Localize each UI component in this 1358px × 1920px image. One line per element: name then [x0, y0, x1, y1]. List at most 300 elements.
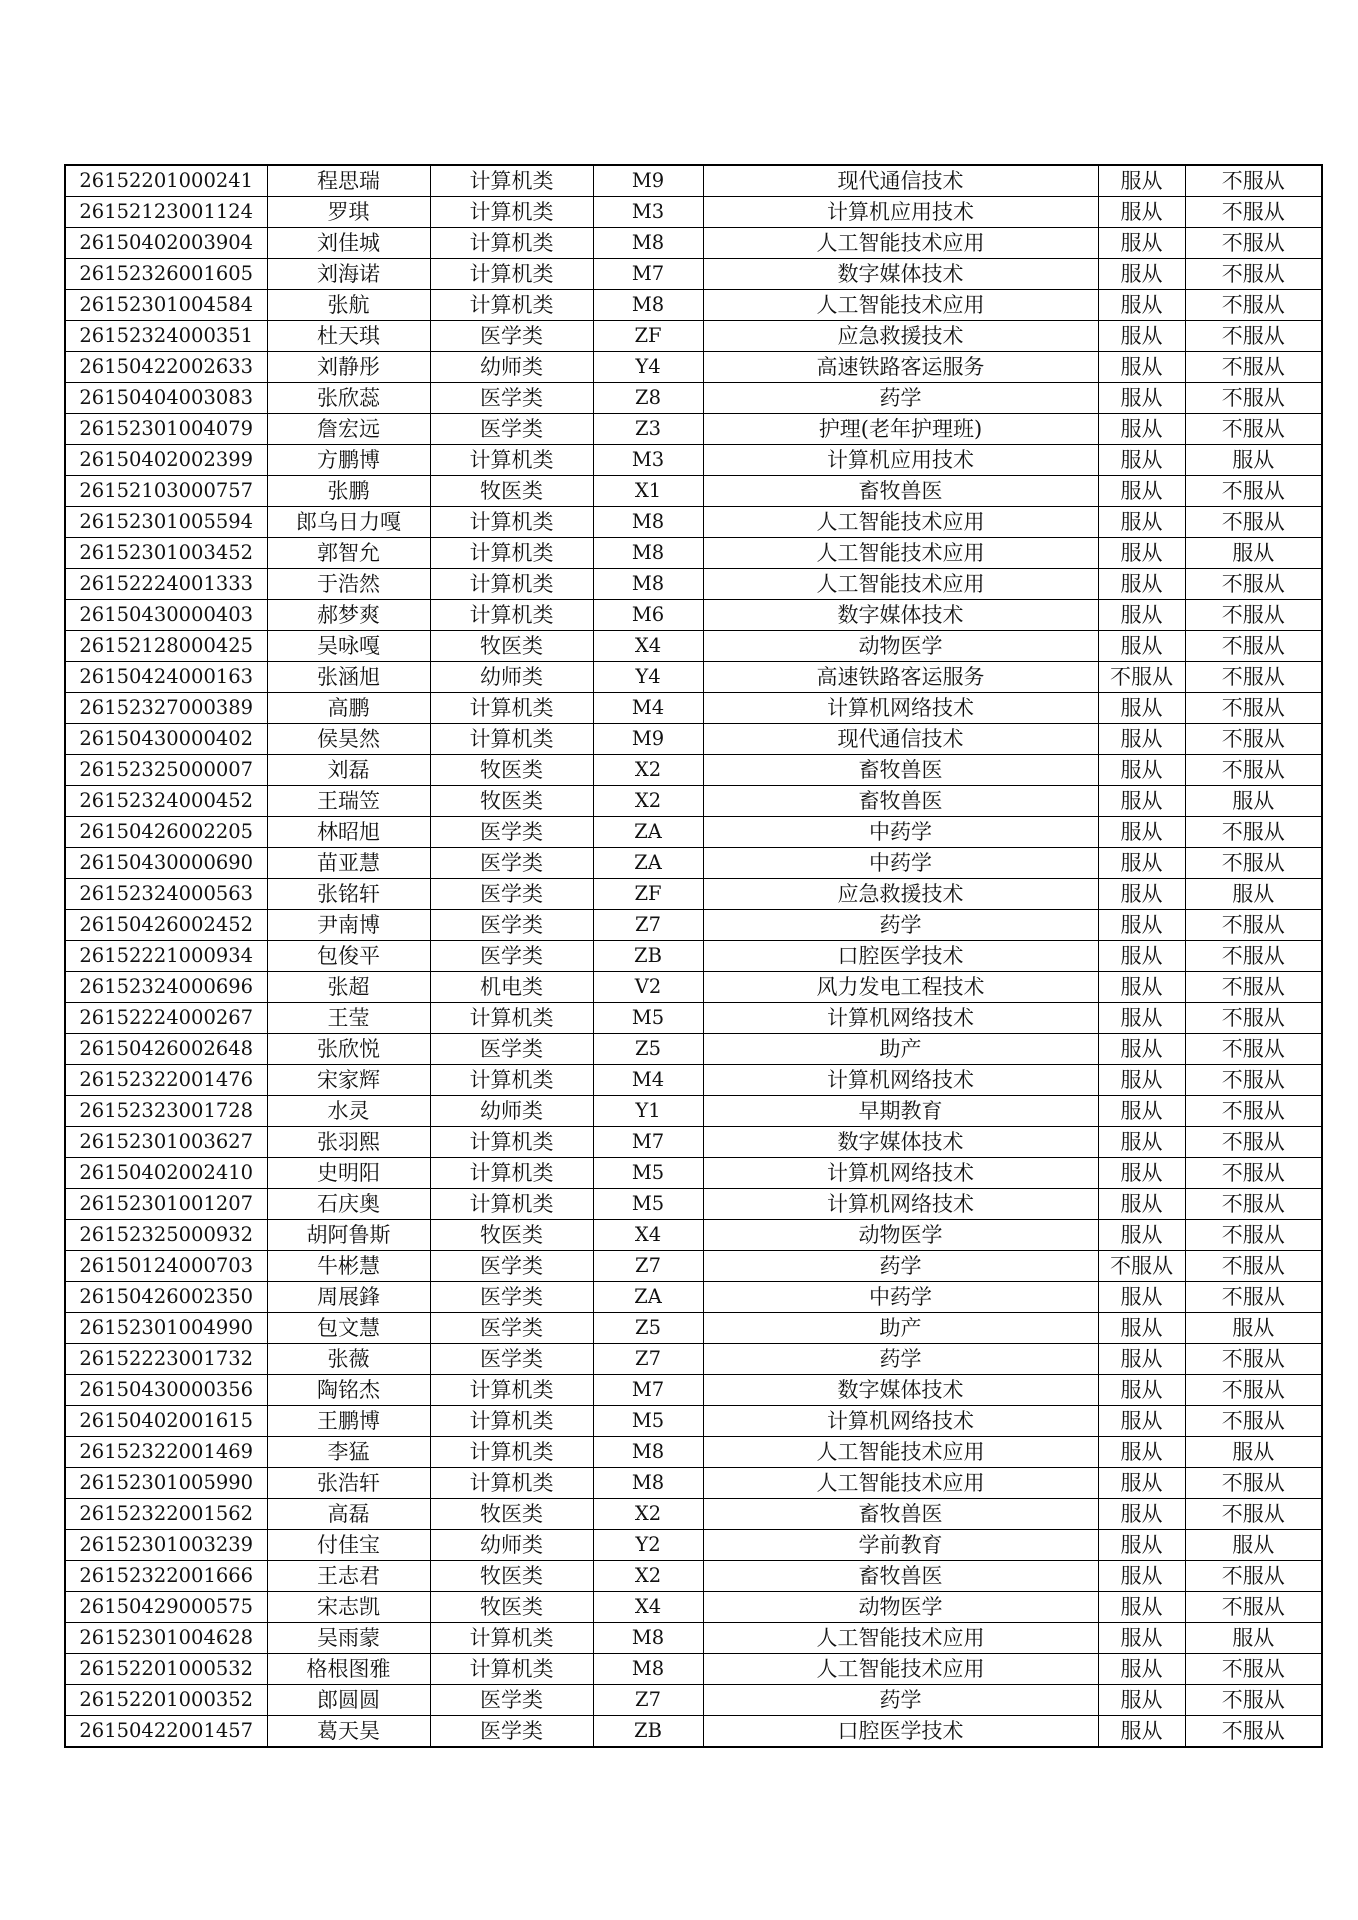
student-id-cell: 26152322001476 — [65, 1065, 267, 1096]
adjust-obey-cell: 服从 — [1098, 1220, 1185, 1251]
major-name-cell: 中药学 — [703, 1282, 1098, 1313]
name-cell: 刘磊 — [267, 755, 430, 786]
major-name-cell: 畜牧兽医 — [703, 755, 1098, 786]
adjust-obey-cell: 服从 — [1098, 259, 1185, 290]
second-obey-cell: 不服从 — [1185, 228, 1322, 259]
name-cell: 郝梦爽 — [267, 600, 430, 631]
major-code-cell: Y2 — [593, 1530, 703, 1561]
student-id-cell: 26150426002205 — [65, 817, 267, 848]
second-obey-cell: 不服从 — [1185, 941, 1322, 972]
student-id-cell: 26150124000703 — [65, 1251, 267, 1282]
second-obey-cell: 不服从 — [1185, 1344, 1322, 1375]
name-cell: 郎乌日力嘎 — [267, 507, 430, 538]
major-name-cell: 人工智能技术应用 — [703, 538, 1098, 569]
major-code-cell: Z5 — [593, 1034, 703, 1065]
adjust-obey-cell: 服从 — [1098, 1654, 1185, 1685]
major-code-cell: M6 — [593, 600, 703, 631]
category-cell: 幼师类 — [430, 1530, 593, 1561]
major-code-cell: M9 — [593, 165, 703, 197]
major-name-cell: 药学 — [703, 1251, 1098, 1282]
second-obey-cell: 不服从 — [1185, 414, 1322, 445]
major-name-cell: 计算机网络技术 — [703, 1406, 1098, 1437]
name-cell: 张薇 — [267, 1344, 430, 1375]
table-row — [65, 693, 1322, 724]
table-row — [65, 507, 1322, 538]
second-obey-cell: 不服从 — [1185, 1096, 1322, 1127]
table-row — [65, 848, 1322, 879]
name-cell: 张航 — [267, 290, 430, 321]
category-cell: 牧医类 — [430, 1499, 593, 1530]
table-row — [65, 1375, 1322, 1406]
major-code-cell: Z5 — [593, 1313, 703, 1344]
major-name-cell: 数字媒体技术 — [703, 1375, 1098, 1406]
major-name-cell: 人工智能技术应用 — [703, 569, 1098, 600]
category-cell: 医学类 — [430, 1251, 593, 1282]
adjust-obey-cell: 不服从 — [1098, 662, 1185, 693]
major-code-cell: ZA — [593, 1282, 703, 1313]
major-name-cell: 学前教育 — [703, 1530, 1098, 1561]
student-id-cell: 26150404003083 — [65, 383, 267, 414]
major-name-cell: 药学 — [703, 1344, 1098, 1375]
major-name-cell: 计算机网络技术 — [703, 1065, 1098, 1096]
major-code-cell: M8 — [593, 538, 703, 569]
major-code-cell: Z7 — [593, 910, 703, 941]
category-cell: 计算机类 — [430, 1065, 593, 1096]
second-obey-cell: 不服从 — [1185, 290, 1322, 321]
student-id-cell: 26152223001732 — [65, 1344, 267, 1375]
second-obey-cell: 服从 — [1185, 445, 1322, 476]
adjust-obey-cell: 服从 — [1098, 1716, 1185, 1748]
student-id-cell: 26150430000690 — [65, 848, 267, 879]
student-id-cell: 26152326001605 — [65, 259, 267, 290]
category-cell: 计算机类 — [430, 569, 593, 600]
major-name-cell: 计算机应用技术 — [703, 197, 1098, 228]
category-cell: 计算机类 — [430, 1654, 593, 1685]
name-cell: 刘海诺 — [267, 259, 430, 290]
adjust-obey-cell: 服从 — [1098, 165, 1185, 197]
table-row — [65, 1623, 1322, 1654]
second-obey-cell: 不服从 — [1185, 1251, 1322, 1282]
student-id-cell: 26152301001207 — [65, 1189, 267, 1220]
table-row — [65, 786, 1322, 817]
table-row — [65, 1499, 1322, 1530]
name-cell: 张鹏 — [267, 476, 430, 507]
table-row — [65, 1561, 1322, 1592]
category-cell: 医学类 — [430, 817, 593, 848]
student-id-cell: 26152301003627 — [65, 1127, 267, 1158]
student-id-cell: 26152221000934 — [65, 941, 267, 972]
category-cell: 医学类 — [430, 383, 593, 414]
table-row — [65, 879, 1322, 910]
adjust-obey-cell: 服从 — [1098, 352, 1185, 383]
table-row — [65, 910, 1322, 941]
major-name-cell: 口腔医学技术 — [703, 1716, 1098, 1748]
category-cell: 幼师类 — [430, 352, 593, 383]
name-cell: 程思瑞 — [267, 165, 430, 197]
adjust-obey-cell: 服从 — [1098, 290, 1185, 321]
major-code-cell: V2 — [593, 972, 703, 1003]
second-obey-cell: 不服从 — [1185, 972, 1322, 1003]
name-cell: 吴雨蒙 — [267, 1623, 430, 1654]
name-cell: 张欣蕊 — [267, 383, 430, 414]
major-name-cell: 中药学 — [703, 848, 1098, 879]
major-name-cell: 计算机网络技术 — [703, 1189, 1098, 1220]
adjust-obey-cell: 服从 — [1098, 693, 1185, 724]
category-cell: 牧医类 — [430, 1561, 593, 1592]
name-cell: 刘静彤 — [267, 352, 430, 383]
second-obey-cell: 不服从 — [1185, 910, 1322, 941]
adjust-obey-cell: 服从 — [1098, 631, 1185, 662]
table-row — [65, 1034, 1322, 1065]
name-cell: 王鹏博 — [267, 1406, 430, 1437]
student-id-cell: 26152322001469 — [65, 1437, 267, 1468]
name-cell: 包俊平 — [267, 941, 430, 972]
major-code-cell: X2 — [593, 1561, 703, 1592]
adjust-obey-cell: 服从 — [1098, 1313, 1185, 1344]
table-row — [65, 1158, 1322, 1189]
category-cell: 医学类 — [430, 941, 593, 972]
adjust-obey-cell: 服从 — [1098, 910, 1185, 941]
table-row — [65, 1189, 1322, 1220]
major-name-cell: 计算机网络技术 — [703, 693, 1098, 724]
major-code-cell: M3 — [593, 445, 703, 476]
table-row — [65, 1096, 1322, 1127]
adjust-obey-cell: 服从 — [1098, 476, 1185, 507]
adjust-obey-cell: 服从 — [1098, 1623, 1185, 1654]
category-cell: 计算机类 — [430, 507, 593, 538]
major-code-cell: ZA — [593, 817, 703, 848]
major-code-cell: Z7 — [593, 1344, 703, 1375]
student-id-cell: 26152301003452 — [65, 538, 267, 569]
name-cell: 牛彬慧 — [267, 1251, 430, 1282]
table-row — [65, 1065, 1322, 1096]
name-cell: 尹南博 — [267, 910, 430, 941]
major-code-cell: M9 — [593, 724, 703, 755]
table-row — [65, 1344, 1322, 1375]
second-obey-cell: 服从 — [1185, 879, 1322, 910]
adjust-obey-cell: 服从 — [1098, 1468, 1185, 1499]
major-code-cell: ZF — [593, 321, 703, 352]
major-code-cell: M5 — [593, 1406, 703, 1437]
adjust-obey-cell: 服从 — [1098, 1282, 1185, 1313]
name-cell: 宋家辉 — [267, 1065, 430, 1096]
student-id-cell: 26152324000351 — [65, 321, 267, 352]
major-name-cell: 动物医学 — [703, 1220, 1098, 1251]
adjust-obey-cell: 服从 — [1098, 600, 1185, 631]
category-cell: 医学类 — [430, 321, 593, 352]
table-row — [65, 1220, 1322, 1251]
student-id-cell: 26152201000532 — [65, 1654, 267, 1685]
major-code-cell: M8 — [593, 290, 703, 321]
student-id-cell: 26150422001457 — [65, 1716, 267, 1748]
major-name-cell: 助产 — [703, 1313, 1098, 1344]
student-id-cell: 26152324000563 — [65, 879, 267, 910]
name-cell: 郭智允 — [267, 538, 430, 569]
major-code-cell: X4 — [593, 1220, 703, 1251]
major-code-cell: X4 — [593, 1592, 703, 1623]
category-cell: 医学类 — [430, 1282, 593, 1313]
student-id-cell: 26152322001562 — [65, 1499, 267, 1530]
adjust-obey-cell: 服从 — [1098, 1127, 1185, 1158]
category-cell: 计算机类 — [430, 228, 593, 259]
major-name-cell: 现代通信技术 — [703, 165, 1098, 197]
student-id-cell: 26150430000356 — [65, 1375, 267, 1406]
adjust-obey-cell: 服从 — [1098, 1003, 1185, 1034]
major-code-cell: M5 — [593, 1158, 703, 1189]
table-row — [65, 383, 1322, 414]
table-row — [65, 1437, 1322, 1468]
name-cell: 格根图雅 — [267, 1654, 430, 1685]
second-obey-cell: 服从 — [1185, 1623, 1322, 1654]
second-obey-cell: 服从 — [1185, 1530, 1322, 1561]
second-obey-cell: 不服从 — [1185, 1003, 1322, 1034]
student-id-cell: 26152301003239 — [65, 1530, 267, 1561]
adjust-obey-cell: 服从 — [1098, 507, 1185, 538]
major-name-cell: 护理(老年护理班) — [703, 414, 1098, 445]
second-obey-cell: 不服从 — [1185, 507, 1322, 538]
major-name-cell: 口腔医学技术 — [703, 941, 1098, 972]
major-code-cell: Y4 — [593, 662, 703, 693]
major-name-cell: 药学 — [703, 383, 1098, 414]
major-name-cell: 应急救援技术 — [703, 321, 1098, 352]
second-obey-cell: 不服从 — [1185, 1127, 1322, 1158]
name-cell: 张欣悦 — [267, 1034, 430, 1065]
table-row — [65, 662, 1322, 693]
category-cell: 幼师类 — [430, 662, 593, 693]
name-cell: 杜天琪 — [267, 321, 430, 352]
category-cell: 机电类 — [430, 972, 593, 1003]
name-cell: 李猛 — [267, 1437, 430, 1468]
category-cell: 牧医类 — [430, 755, 593, 786]
second-obey-cell: 不服从 — [1185, 848, 1322, 879]
major-code-cell: Y1 — [593, 1096, 703, 1127]
major-code-cell: M8 — [593, 1623, 703, 1654]
name-cell: 王瑞笠 — [267, 786, 430, 817]
student-id-cell: 26152301005594 — [65, 507, 267, 538]
major-code-cell: X1 — [593, 476, 703, 507]
adjust-obey-cell: 服从 — [1098, 445, 1185, 476]
major-name-cell: 药学 — [703, 910, 1098, 941]
second-obey-cell: 不服从 — [1185, 1282, 1322, 1313]
second-obey-cell: 不服从 — [1185, 165, 1322, 197]
student-id-cell: 26150426002452 — [65, 910, 267, 941]
major-code-cell: M4 — [593, 693, 703, 724]
student-id-cell: 26152322001666 — [65, 1561, 267, 1592]
major-name-cell: 畜牧兽医 — [703, 476, 1098, 507]
table-row — [65, 817, 1322, 848]
student-id-cell: 26152301005990 — [65, 1468, 267, 1499]
adjust-obey-cell: 服从 — [1098, 817, 1185, 848]
table-row — [65, 1251, 1322, 1282]
adjust-obey-cell: 服从 — [1098, 1034, 1185, 1065]
student-id-cell: 26152301004990 — [65, 1313, 267, 1344]
major-code-cell: X2 — [593, 786, 703, 817]
second-obey-cell: 不服从 — [1185, 1034, 1322, 1065]
table-row — [65, 165, 1322, 197]
major-name-cell: 动物医学 — [703, 1592, 1098, 1623]
category-cell: 计算机类 — [430, 1468, 593, 1499]
adjust-obey-cell: 服从 — [1098, 1592, 1185, 1623]
table-row — [65, 476, 1322, 507]
major-name-cell: 现代通信技术 — [703, 724, 1098, 755]
student-id-cell: 26150426002350 — [65, 1282, 267, 1313]
table-row — [65, 1406, 1322, 1437]
major-name-cell: 风力发电工程技术 — [703, 972, 1098, 1003]
name-cell: 史明阳 — [267, 1158, 430, 1189]
table-row — [65, 569, 1322, 600]
second-obey-cell: 不服从 — [1185, 476, 1322, 507]
category-cell: 计算机类 — [430, 1003, 593, 1034]
second-obey-cell: 不服从 — [1185, 1468, 1322, 1499]
major-name-cell: 数字媒体技术 — [703, 600, 1098, 631]
major-code-cell: M3 — [593, 197, 703, 228]
table-row — [65, 1530, 1322, 1561]
table-row — [65, 1127, 1322, 1158]
student-id-cell: 26152201000241 — [65, 165, 267, 197]
major-name-cell: 人工智能技术应用 — [703, 1654, 1098, 1685]
major-code-cell: M7 — [593, 259, 703, 290]
second-obey-cell: 不服从 — [1185, 383, 1322, 414]
major-code-cell: Z7 — [593, 1251, 703, 1282]
name-cell: 王志君 — [267, 1561, 430, 1592]
name-cell: 吴咏嘎 — [267, 631, 430, 662]
adjust-obey-cell: 服从 — [1098, 1096, 1185, 1127]
major-code-cell: ZB — [593, 1716, 703, 1748]
name-cell: 侯昊然 — [267, 724, 430, 755]
major-code-cell: M8 — [593, 1437, 703, 1468]
name-cell: 周展鋒 — [267, 1282, 430, 1313]
category-cell: 医学类 — [430, 1313, 593, 1344]
major-code-cell: M7 — [593, 1375, 703, 1406]
major-code-cell: M8 — [593, 1468, 703, 1499]
table-row — [65, 259, 1322, 290]
name-cell: 郎圆圆 — [267, 1685, 430, 1716]
category-cell: 医学类 — [430, 848, 593, 879]
second-obey-cell: 不服从 — [1185, 1685, 1322, 1716]
second-obey-cell: 服从 — [1185, 538, 1322, 569]
category-cell: 计算机类 — [430, 1375, 593, 1406]
category-cell: 牧医类 — [430, 476, 593, 507]
major-name-cell: 计算机应用技术 — [703, 445, 1098, 476]
name-cell: 陶铭杰 — [267, 1375, 430, 1406]
second-obey-cell: 不服从 — [1185, 352, 1322, 383]
table-row — [65, 290, 1322, 321]
table-row — [65, 321, 1322, 352]
major-name-cell: 中药学 — [703, 817, 1098, 848]
major-code-cell: ZA — [593, 848, 703, 879]
table-row — [65, 941, 1322, 972]
second-obey-cell: 不服从 — [1185, 631, 1322, 662]
major-name-cell: 人工智能技术应用 — [703, 1468, 1098, 1499]
second-obey-cell: 不服从 — [1185, 321, 1322, 352]
major-name-cell: 计算机网络技术 — [703, 1158, 1098, 1189]
table-row — [65, 1313, 1322, 1344]
adjust-obey-cell: 服从 — [1098, 1499, 1185, 1530]
adjust-obey-cell: 服从 — [1098, 1561, 1185, 1592]
adjust-obey-cell: 服从 — [1098, 1437, 1185, 1468]
second-obey-cell: 不服从 — [1185, 1065, 1322, 1096]
major-code-cell: Z3 — [593, 414, 703, 445]
table-row — [65, 1685, 1322, 1716]
adjust-obey-cell: 服从 — [1098, 1158, 1185, 1189]
student-id-cell: 26150426002648 — [65, 1034, 267, 1065]
category-cell: 计算机类 — [430, 1623, 593, 1654]
name-cell: 罗琪 — [267, 197, 430, 228]
student-id-cell: 26150402002399 — [65, 445, 267, 476]
name-cell: 高鹏 — [267, 693, 430, 724]
name-cell: 宋志凯 — [267, 1592, 430, 1623]
student-id-cell: 26152301004584 — [65, 290, 267, 321]
second-obey-cell: 不服从 — [1185, 569, 1322, 600]
adjust-obey-cell: 服从 — [1098, 383, 1185, 414]
adjust-obey-cell: 服从 — [1098, 1189, 1185, 1220]
student-id-cell: 26150402002410 — [65, 1158, 267, 1189]
student-id-cell: 26150422002633 — [65, 352, 267, 383]
student-id-cell: 26150429000575 — [65, 1592, 267, 1623]
major-code-cell: Y4 — [593, 352, 703, 383]
category-cell: 医学类 — [430, 414, 593, 445]
major-name-cell: 畜牧兽医 — [703, 1499, 1098, 1530]
major-code-cell: M8 — [593, 228, 703, 259]
name-cell: 水灵 — [267, 1096, 430, 1127]
student-id-cell: 26152224001333 — [65, 569, 267, 600]
category-cell: 牧医类 — [430, 1220, 593, 1251]
second-obey-cell: 服从 — [1185, 1313, 1322, 1344]
name-cell: 张超 — [267, 972, 430, 1003]
second-obey-cell: 不服从 — [1185, 1220, 1322, 1251]
category-cell: 计算机类 — [430, 290, 593, 321]
name-cell: 石庆奥 — [267, 1189, 430, 1220]
major-code-cell: X4 — [593, 631, 703, 662]
table-row — [65, 538, 1322, 569]
table-row — [65, 600, 1322, 631]
adjust-obey-cell: 服从 — [1098, 1530, 1185, 1561]
category-cell: 医学类 — [430, 1034, 593, 1065]
category-cell: 医学类 — [430, 1344, 593, 1375]
adjust-obey-cell: 不服从 — [1098, 1251, 1185, 1282]
category-cell: 计算机类 — [430, 600, 593, 631]
name-cell: 于浩然 — [267, 569, 430, 600]
major-name-cell: 药学 — [703, 1685, 1098, 1716]
adjust-obey-cell: 服从 — [1098, 569, 1185, 600]
second-obey-cell: 不服从 — [1185, 600, 1322, 631]
student-id-cell: 26152325000007 — [65, 755, 267, 786]
second-obey-cell: 不服从 — [1185, 662, 1322, 693]
table-row — [65, 1592, 1322, 1623]
second-obey-cell: 服从 — [1185, 786, 1322, 817]
major-name-cell: 人工智能技术应用 — [703, 228, 1098, 259]
name-cell: 胡阿鲁斯 — [267, 1220, 430, 1251]
major-code-cell: ZF — [593, 879, 703, 910]
major-code-cell: Z8 — [593, 383, 703, 414]
category-cell: 计算机类 — [430, 1189, 593, 1220]
student-id-cell: 26150424000163 — [65, 662, 267, 693]
second-obey-cell: 服从 — [1185, 1437, 1322, 1468]
category-cell: 计算机类 — [430, 1158, 593, 1189]
table-row — [65, 352, 1322, 383]
major-code-cell: M8 — [593, 1654, 703, 1685]
major-name-cell: 畜牧兽医 — [703, 786, 1098, 817]
adjust-obey-cell: 服从 — [1098, 786, 1185, 817]
table-row — [65, 445, 1322, 476]
adjust-obey-cell: 服从 — [1098, 1685, 1185, 1716]
student-id-cell: 26150402003904 — [65, 228, 267, 259]
category-cell: 计算机类 — [430, 724, 593, 755]
major-name-cell: 人工智能技术应用 — [703, 1437, 1098, 1468]
category-cell: 计算机类 — [430, 165, 593, 197]
table-row — [65, 724, 1322, 755]
major-code-cell: M7 — [593, 1127, 703, 1158]
